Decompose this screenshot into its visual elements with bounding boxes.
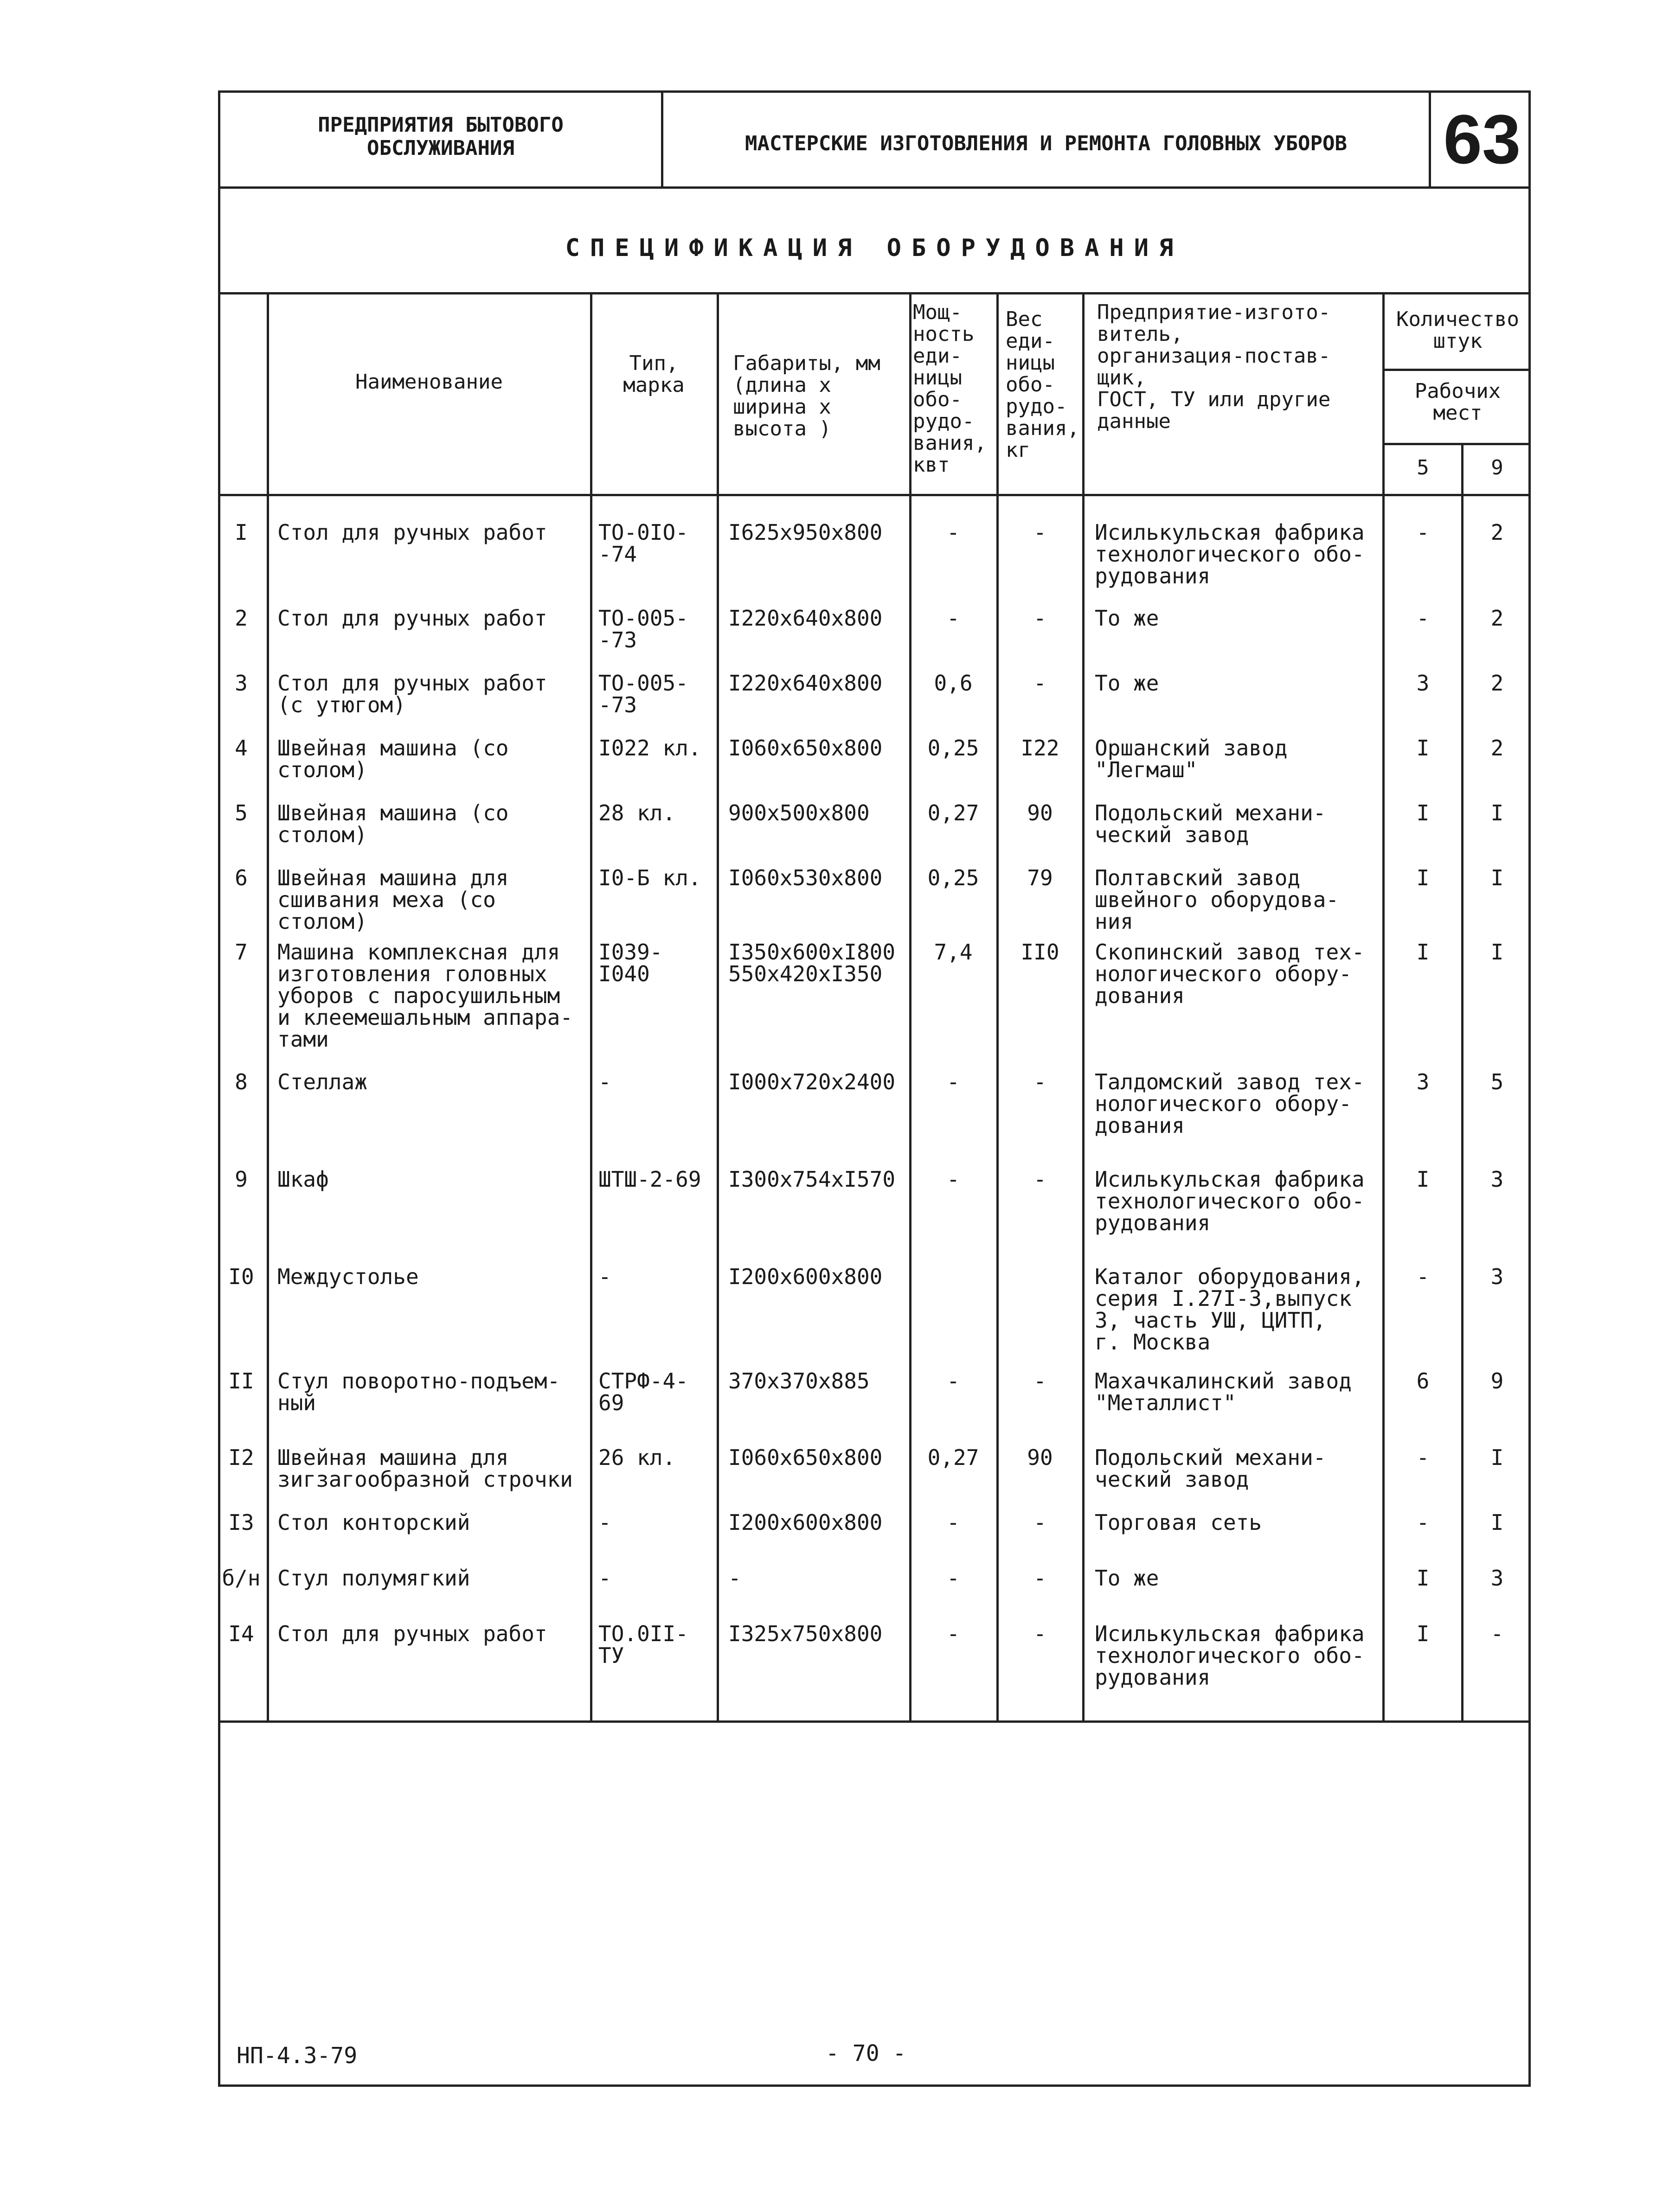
cell-type: ТО-005- -73 — [598, 606, 688, 652]
cell-name: Стол для ручных работ — [277, 520, 547, 545]
cell-power: 0,25 — [927, 865, 979, 890]
cell-type: - — [598, 1264, 611, 1289]
cell-power: 0,27 — [927, 1445, 979, 1470]
cell-name: Швейная машина для зигзагообразной строчки — [277, 1445, 573, 1492]
cell-dims: 370х370х885 — [728, 1368, 870, 1394]
cell-number: 6 — [235, 865, 248, 890]
cell-type: I039- I040 — [598, 940, 663, 986]
cell-qty-5: 3 — [1416, 1069, 1430, 1094]
cell-number: I4 — [228, 1621, 254, 1646]
cell-dims: I350х600хI800 550х420хI350 — [728, 940, 896, 986]
table-header-bottom-line — [218, 494, 1531, 496]
col-line — [267, 292, 269, 1723]
cell-qty-5: - — [1416, 520, 1430, 545]
cell-qty-5: I — [1416, 940, 1430, 965]
cell-power: - — [947, 1621, 960, 1646]
cell-qty-9: I — [1490, 940, 1504, 965]
page-title: СПЕЦИФИКАЦИЯ ОБОРУДОВАНИЯ — [565, 234, 1184, 262]
cell-name: Швейная машина (со столом) — [277, 735, 509, 782]
cell-maker: Оршанский завод "Легмаш" — [1095, 735, 1288, 782]
cell-qty-5: I — [1416, 1566, 1430, 1591]
cell-maker: Исилькульская фабрика технологического обо- рудования — [1095, 520, 1365, 588]
col-line — [1082, 292, 1085, 1723]
header-bottom-line — [218, 186, 1531, 189]
cell-name: Машина комплексная для изготовления головных уборов с паросушильным и клеемешальным аппара- тами — [277, 940, 573, 1052]
cell-power: - — [947, 1566, 960, 1591]
cell-dims: I325х750х800 — [728, 1621, 883, 1646]
cell-name: Швейная машина (со столом) — [277, 800, 509, 847]
cell-qty-5: 6 — [1416, 1368, 1430, 1394]
cell-type: I0-Б кл. — [598, 865, 701, 890]
cell-name: Стеллаж — [277, 1069, 367, 1094]
cell-dims: I300х754хI570 — [728, 1167, 896, 1192]
cell-qty-5: 3 — [1416, 671, 1430, 696]
cell-power: 0,6 — [934, 671, 973, 696]
cell-type: - — [598, 1510, 611, 1535]
sheet-number: 63 — [1443, 100, 1521, 178]
cell-qty-5: I — [1416, 865, 1430, 890]
cell-number: 5 — [235, 800, 248, 825]
col-line — [590, 292, 592, 1723]
cell-number: 2 — [235, 606, 248, 631]
cell-name: Междустолье — [277, 1264, 419, 1289]
col-line — [717, 292, 719, 1723]
col-header-name: Наименование — [355, 370, 503, 394]
cell-name: Стол для ручных работ — [277, 606, 547, 631]
cell-name: Стол для ручных работ (с утюгом) — [277, 671, 547, 717]
cell-name: Шкаф — [277, 1167, 329, 1192]
cell-qty-9: I — [1490, 1510, 1504, 1535]
cell-maker: Скопинский завод тех- нологического обору- дования — [1095, 940, 1365, 1008]
cell-power: - — [947, 1368, 960, 1394]
col-header-power: Мощ- ность еди- ницы обо- рудо- вания, квт — [913, 300, 987, 477]
cell-dims: I220х640х800 — [728, 606, 883, 631]
cell-number: 8 — [235, 1069, 248, 1094]
cell-qty-9: - — [1490, 1621, 1504, 1646]
cell-weight: - — [1033, 1368, 1046, 1394]
cell-name: Стул поворотно-подъем- ный — [277, 1368, 560, 1415]
cell-power: - — [947, 606, 960, 631]
cell-type: СТРФ-4- 69 — [598, 1368, 688, 1415]
cell-number: 4 — [235, 735, 248, 761]
col-header-wp5: 5 — [1417, 456, 1429, 479]
cell-qty-9: 9 — [1490, 1368, 1504, 1394]
cell-dims: I200х600х800 — [728, 1510, 883, 1535]
cell-dims: - — [728, 1566, 741, 1591]
col-header-maker: Предприятие-изгото- витель, организация-постав- щик, ГОСТ, ТУ или другие данные — [1097, 300, 1331, 433]
cell-number: 9 — [235, 1167, 248, 1192]
cell-qty-5: - — [1416, 1510, 1430, 1535]
col-line — [996, 292, 999, 1723]
cell-power: - — [947, 1069, 960, 1094]
cell-qty-5: - — [1416, 1264, 1430, 1289]
qty-header-line — [1382, 369, 1531, 371]
cell-qty-5: I — [1416, 1167, 1430, 1192]
cell-qty-9: I — [1490, 800, 1504, 825]
col-header-type: Тип, марка — [623, 352, 685, 397]
cell-qty-9: 2 — [1490, 671, 1504, 696]
cell-maker: Каталог оборудования, серия I.27I-3,выпуск 3, часть УШ, ЦИТП, г. Москва — [1095, 1264, 1365, 1355]
cell-type: - — [598, 1069, 611, 1094]
cell-type: ШТШ-2-69 — [598, 1167, 701, 1192]
cell-dims: 900х500х800 — [728, 800, 870, 825]
cell-maker: Торговая сеть — [1095, 1510, 1262, 1535]
cell-number: I2 — [228, 1445, 254, 1470]
cell-power: - — [947, 1167, 960, 1192]
cell-name: Стол конторский — [277, 1510, 470, 1535]
cell-number: II — [228, 1368, 254, 1394]
page-number: - 70 - — [826, 2040, 906, 2066]
table-bottom-line — [218, 1720, 1531, 1723]
cell-qty-9: 3 — [1490, 1566, 1504, 1591]
cell-weight: - — [1033, 671, 1046, 696]
cell-number: I3 — [228, 1510, 254, 1535]
cell-qty-9: I — [1490, 865, 1504, 890]
cell-maker: То же — [1095, 671, 1159, 696]
cell-dims: I000х720х2400 — [728, 1069, 896, 1094]
cell-maker: Талдомский завод тех- нологического обору- дования — [1095, 1069, 1365, 1138]
cell-weight: 79 — [1027, 865, 1053, 890]
cell-number: 3 — [235, 671, 248, 696]
cell-weight: - — [1033, 520, 1046, 545]
cell-maker: Подольский механи- ческий завод — [1095, 800, 1326, 847]
col-line — [1382, 292, 1385, 1723]
cell-power: 0,27 — [927, 800, 979, 825]
cell-maker: То же — [1095, 606, 1159, 631]
cell-qty-9: I — [1490, 1445, 1504, 1470]
col-header-wp9: 9 — [1491, 456, 1503, 479]
cell-qty-9: 3 — [1490, 1264, 1504, 1289]
cell-qty-9: 2 — [1490, 520, 1504, 545]
cell-dims: I625х950х800 — [728, 520, 883, 545]
cell-power: 0,25 — [927, 735, 979, 761]
cell-weight: - — [1033, 606, 1046, 631]
cell-weight: - — [1033, 1566, 1046, 1591]
cell-dims: I200х600х800 — [728, 1264, 883, 1289]
col-line — [909, 292, 911, 1723]
cell-name: Стол для ручных работ — [277, 1621, 547, 1646]
header-org: ПРЕДПРИЯТИЯ БЫТОВОГО ОБСЛУЖИВАНИЯ — [318, 113, 564, 160]
cell-number: 7 — [235, 940, 248, 965]
cell-number: б/н — [222, 1566, 261, 1591]
header-divider — [1429, 90, 1431, 188]
cell-type: ТО.0II- ТУ — [598, 1621, 688, 1668]
header-subject: МАСТЕРСКИЕ ИЗГОТОВЛЕНИЯ И РЕМОНТА ГОЛОВНЫХ УБОРОВ — [745, 132, 1348, 155]
cell-number: I0 — [228, 1264, 254, 1289]
cell-type: - — [598, 1566, 611, 1591]
cell-maker: То же — [1095, 1566, 1159, 1591]
cell-weight: II0 — [1021, 940, 1059, 965]
cell-type: ТО-005- -73 — [598, 671, 688, 717]
cell-dims: I060х650х800 — [728, 1445, 883, 1470]
cell-maker: Полтавский завод швейного оборудова- ния — [1095, 865, 1339, 934]
cell-qty-9: 2 — [1490, 606, 1504, 631]
cell-dims: I060х650х800 — [728, 735, 883, 761]
header-divider — [661, 90, 663, 188]
cell-type: 26 кл. — [598, 1445, 676, 1470]
cell-weight: - — [1033, 1621, 1046, 1646]
cell-weight: - — [1033, 1167, 1046, 1192]
cell-power: - — [947, 1510, 960, 1535]
cell-weight: I22 — [1021, 735, 1059, 761]
col-header-qty: Количество штук — [1396, 307, 1519, 353]
cell-weight: 90 — [1027, 1445, 1053, 1470]
col-header-workplaces: Рабочих мест — [1414, 379, 1501, 425]
cell-name: Швейная машина для сшивания меха (со столом) — [277, 865, 509, 934]
cell-qty-5: - — [1416, 606, 1430, 631]
cell-number: I — [235, 520, 248, 545]
document-code: НП-4.3-79 — [237, 2043, 358, 2069]
cell-weight: - — [1033, 1510, 1046, 1535]
cell-weight: - — [1033, 1069, 1046, 1094]
cell-qty-9: 5 — [1490, 1069, 1504, 1094]
col-header-weight: Вес еди- ницы обо- рудо- вания, кг — [1006, 307, 1079, 462]
cell-maker: Махачкалинский завод "Металлист" — [1095, 1368, 1352, 1415]
cell-dims: I220х640х800 — [728, 671, 883, 696]
cell-qty-9: 3 — [1490, 1167, 1504, 1192]
cell-qty-5: - — [1416, 1445, 1430, 1470]
cell-maker: Подольский механи- ческий завод — [1095, 1445, 1326, 1492]
cell-type: I022 кл. — [598, 735, 701, 761]
cell-qty-5: I — [1416, 1621, 1430, 1646]
title-bottom-line — [218, 292, 1531, 294]
workplaces-header-line — [1382, 443, 1531, 445]
cell-qty-5: I — [1416, 800, 1430, 825]
cell-dims: I060х530х800 — [728, 865, 883, 890]
cell-maker: Исилькульская фабрика технологического обо- рудования — [1095, 1167, 1365, 1235]
cell-type: 28 кл. — [598, 800, 676, 825]
cell-name: Стул полумягкий — [277, 1566, 470, 1591]
cell-maker: Исилькульская фабрика технологического обо- рудования — [1095, 1621, 1365, 1690]
cell-qty-9: 2 — [1490, 735, 1504, 761]
col-header-dims: Габариты, мм (длина х ширина х высота ) — [733, 352, 880, 441]
cell-power: 7,4 — [934, 940, 973, 965]
cell-qty-5: I — [1416, 735, 1430, 761]
cell-power: - — [947, 520, 960, 545]
cell-type: ТО-0IО- -74 — [598, 520, 688, 567]
cell-weight: 90 — [1027, 800, 1053, 825]
